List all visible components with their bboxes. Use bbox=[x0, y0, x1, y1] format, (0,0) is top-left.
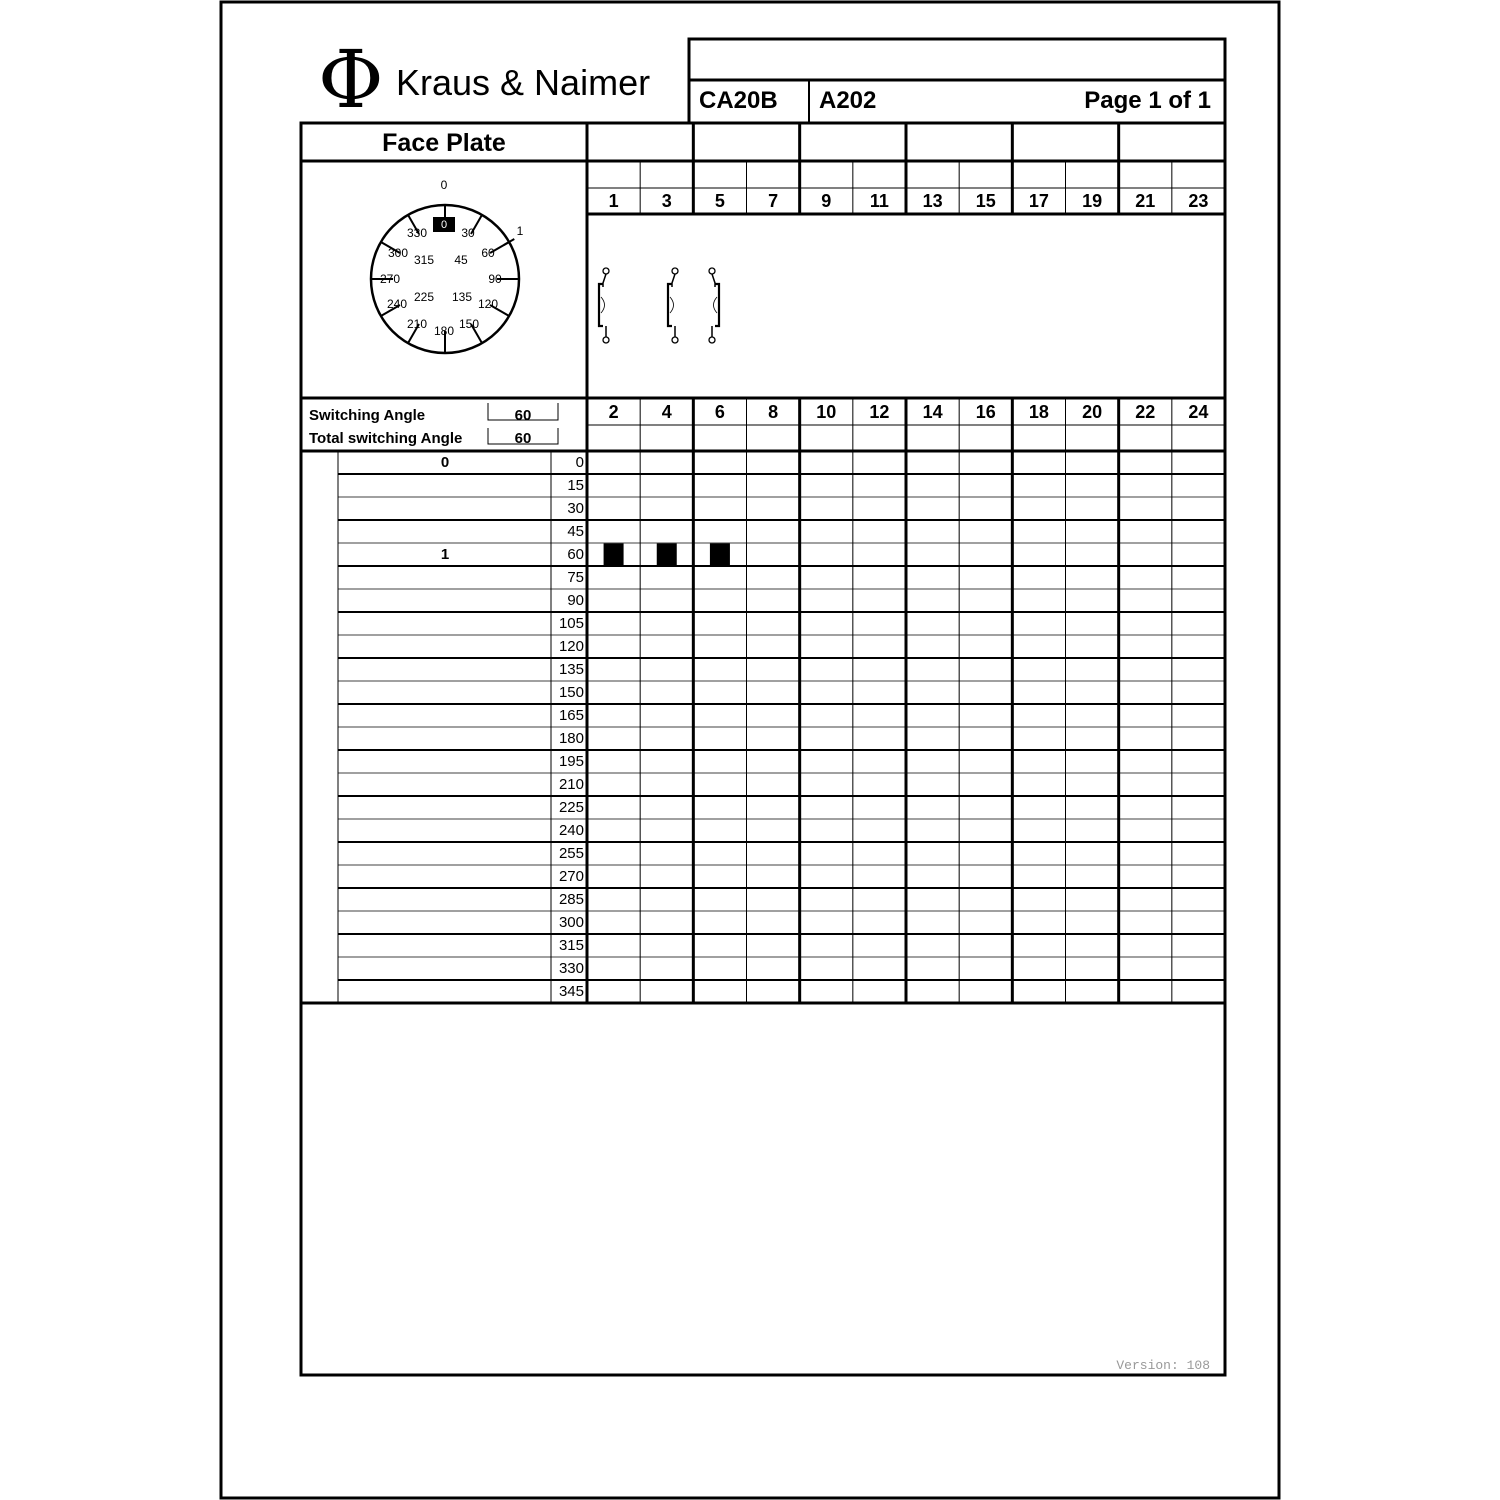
dial-angle-label: 330 bbox=[406, 226, 428, 240]
company-name: Kraus & Naimer bbox=[396, 62, 651, 103]
dial-angle-label: 225 bbox=[413, 290, 435, 304]
angle-row-label: 30 bbox=[567, 500, 584, 517]
dial-angle-label: 240 bbox=[386, 297, 408, 311]
version-label: Version: 108 bbox=[1116, 1358, 1210, 1373]
diagram-number: A202 bbox=[819, 87, 877, 114]
terminal-number-top: 9 bbox=[821, 191, 832, 211]
position-row-label: 0 bbox=[440, 454, 450, 471]
terminal-number-bottom: 8 bbox=[768, 402, 779, 422]
angle-row-label: 195 bbox=[558, 753, 584, 770]
total-switching-angle-label: Total switching Angle bbox=[309, 430, 463, 447]
angle-row-label: 60 bbox=[567, 546, 584, 563]
angle-row-label: 285 bbox=[558, 891, 584, 908]
terminal-number-top: 11 bbox=[869, 191, 889, 211]
contact-symbol bbox=[668, 268, 678, 343]
terminal-number-bottom: 20 bbox=[1082, 402, 1103, 422]
dial-angle-label: 180 bbox=[433, 324, 455, 338]
angle-row-label: 270 bbox=[558, 868, 584, 885]
angle-row-label: 255 bbox=[558, 845, 584, 862]
dial-indicator-label: 0 bbox=[440, 219, 448, 231]
terminal-number-bottom: 6 bbox=[714, 402, 725, 422]
terminal-number-top: 3 bbox=[661, 191, 672, 211]
angle-row-label: 15 bbox=[567, 477, 584, 494]
terminal-number-bottom: 24 bbox=[1188, 402, 1209, 422]
dial-angle-label: 60 bbox=[481, 246, 495, 260]
terminal-number-top: 21 bbox=[1135, 191, 1156, 211]
angle-row-label: 45 bbox=[567, 523, 584, 540]
angle-row-label: 75 bbox=[567, 569, 584, 586]
dial-angle-label: 210 bbox=[406, 317, 428, 331]
terminal-number-top: 15 bbox=[975, 191, 996, 211]
dial-angle-label: 300 bbox=[387, 246, 409, 260]
total-switching-angle-value: 60 bbox=[514, 430, 532, 447]
angle-row-label: 315 bbox=[558, 937, 584, 954]
dial-position-label: 1 bbox=[516, 224, 524, 238]
terminal-number-bottom: 2 bbox=[608, 402, 619, 422]
angle-row-label: 345 bbox=[558, 983, 584, 1000]
dial-angle-label: 150 bbox=[458, 317, 480, 331]
angle-row-label: 210 bbox=[558, 776, 584, 793]
position-row-label: 1 bbox=[440, 546, 450, 563]
angle-row-label: 135 bbox=[558, 661, 584, 678]
contact-symbol bbox=[599, 268, 609, 343]
dial-angle-label: 30 bbox=[461, 226, 475, 240]
contact-grid bbox=[338, 123, 1225, 1003]
switching-angle-value: 60 bbox=[514, 407, 532, 424]
terminal-number-bottom: 4 bbox=[661, 402, 672, 422]
angle-row-label: 180 bbox=[558, 730, 584, 747]
contact-symbol bbox=[709, 268, 719, 343]
terminal-number-top: 1 bbox=[608, 191, 619, 211]
angle-row-label: 90 bbox=[567, 592, 584, 609]
terminal-number-bottom: 16 bbox=[975, 402, 996, 422]
angle-row-label: 150 bbox=[558, 684, 584, 701]
terminal-number-bottom: 14 bbox=[922, 402, 943, 422]
face-plate-title: Face Plate bbox=[382, 129, 506, 157]
closed-contact-mark bbox=[710, 544, 730, 566]
part-number: CA20B bbox=[699, 87, 778, 114]
closed-contact-mark bbox=[657, 544, 677, 566]
terminal-number-top: 7 bbox=[768, 191, 779, 211]
switching-angle-label: Switching Angle bbox=[309, 407, 426, 424]
terminal-number-top: 19 bbox=[1082, 191, 1103, 211]
terminal-number-bottom: 18 bbox=[1028, 402, 1049, 422]
angle-row-label: 120 bbox=[558, 638, 584, 655]
closed-contact-mark bbox=[604, 544, 624, 566]
terminal-number-top: 5 bbox=[714, 191, 725, 211]
terminal-number-bottom: 10 bbox=[816, 402, 837, 422]
dial-angle-label: 120 bbox=[477, 297, 499, 311]
angle-row-label: 225 bbox=[558, 799, 584, 816]
dial-angle-label: 270 bbox=[379, 272, 401, 286]
angle-row-label: 0 bbox=[575, 454, 584, 471]
dial-angle-label: 315 bbox=[413, 253, 435, 267]
dial-angle-label: 45 bbox=[454, 253, 468, 267]
page-indicator: Page 1 of 1 bbox=[1084, 87, 1211, 114]
angle-row-label: 240 bbox=[558, 822, 584, 839]
angle-row-label: 330 bbox=[558, 960, 584, 977]
angle-row-label: 105 bbox=[558, 615, 584, 632]
contact-symbols bbox=[599, 268, 719, 343]
dial-angle-label: 90 bbox=[488, 272, 502, 286]
terminal-number-top: 13 bbox=[922, 191, 943, 211]
terminal-number-top: 23 bbox=[1188, 191, 1209, 211]
terminal-number-bottom: 12 bbox=[869, 402, 890, 422]
closed-contact-marks bbox=[604, 544, 730, 566]
logo-phi-icon: Φ bbox=[318, 33, 384, 126]
terminal-number-top: 17 bbox=[1028, 191, 1049, 211]
terminal-number-bottom: 22 bbox=[1135, 402, 1156, 422]
dial-angle-label: 135 bbox=[451, 290, 473, 304]
angle-row-label: 165 bbox=[558, 707, 584, 724]
dial-position-label: 0 bbox=[440, 178, 448, 192]
angle-row-label: 300 bbox=[558, 914, 584, 931]
